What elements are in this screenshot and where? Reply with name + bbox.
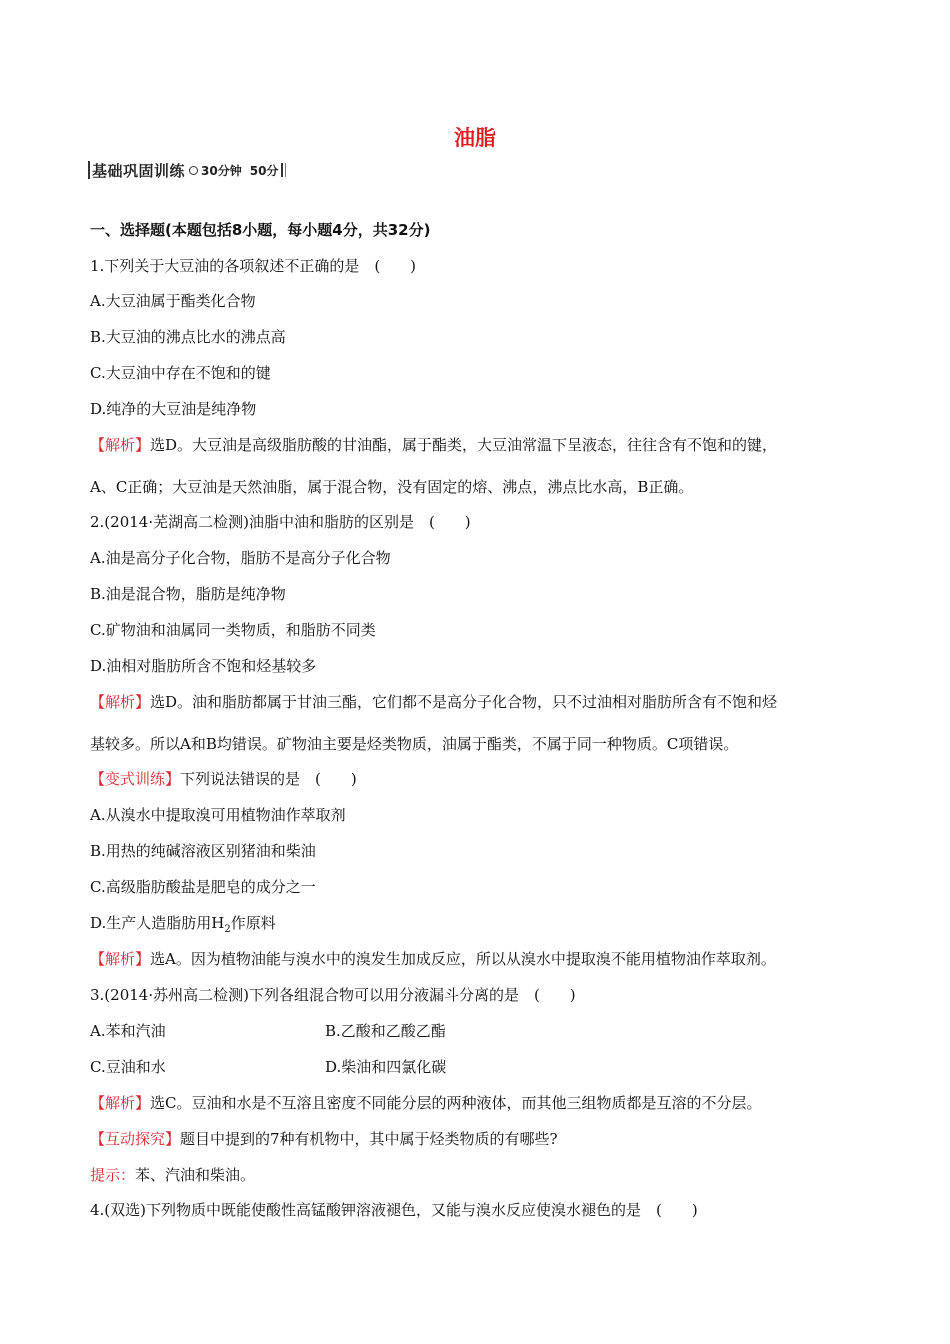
q4-stem: 4.(双选)下列物质中既能使酸性高锰酸钾溶液褪色，又能与溴水反应使溴水褪色的是 ( ) [90, 1201, 698, 1219]
q3-analysis-text: 选C。豆油和水是不互溶且密度不同能分层的两种液体，而其他三组物质都是互溶的不分层。 [150, 1094, 762, 1112]
banner-time: 30分钟 [201, 163, 242, 178]
q1-option-b: B.大豆油的沸点比水的沸点高 [90, 328, 286, 346]
q1-analysis [90, 434, 777, 456]
variant-analysis [90, 948, 776, 970]
q1-option-d: D.纯净的大豆油是纯净物 [90, 400, 257, 418]
q1-analysis-text-1: 选D。大豆油是高级脂肪酸的甘油酯，属于酯类，大豆油常温下呈液态，往往含有不饱和的键， [150, 436, 778, 454]
variant-stem [90, 768, 357, 790]
analysis-tag: 【解析】 [90, 693, 151, 711]
q3-analysis [90, 1092, 762, 1114]
hint-tag: 提示： [90, 1166, 136, 1184]
q2-option-d: D.油相对脂肪所含不饱和烃基较多 [90, 657, 317, 675]
analysis-tag: 【解析】 [90, 950, 151, 968]
variant-analysis-text: 选A。因为植物油能与溴水中的溴发生加成反应，所以从溴水中提取溴不能用植物油作萃取剂。 [150, 950, 776, 968]
q1-option-a: A.大豆油属于酯类化合物 [90, 292, 256, 310]
section-heading: 一、选择题(本题包括8小题，每小题4分，共32分) [90, 221, 431, 239]
q3-option-a: A.苯和汽油 [90, 1022, 166, 1040]
banner-end-bar-thin [285, 163, 286, 177]
q2-option-b: B.油是混合物，脂肪是纯净物 [90, 585, 286, 603]
q3-stem: 3.(2014·苏州高二检测)下列各组混合物可以用分液漏斗分离的是 ( ) [90, 986, 576, 1004]
variant-option-a: A.从溴水中提取溴可用植物油作萃取剂 [90, 806, 346, 824]
variant-stem-text: 下列说法错误的是 ( ) [180, 770, 357, 788]
q1-analysis-text-2: A、C正确；大豆油是天然油脂，属于混合物，没有固定的熔、沸点，沸点比水高，B正确。 [90, 478, 694, 496]
q3-explore [90, 1128, 558, 1150]
explore-tag: 【互动探究】 [90, 1130, 181, 1148]
q3-option-c: C.豆油和水 [90, 1058, 166, 1076]
q2-option-a: A.油是高分子化合物，脂肪不是高分子化合物 [90, 549, 391, 567]
q1-stem: 1.下列关于大豆油的各项叙述不正确的是 ( ) [90, 257, 417, 275]
q3-hint [90, 1164, 255, 1186]
q2-analysis-text-1: 选D。油和脂肪都属于甘油三酯，它们都不是高分子化合物，只不过油相对脂肪所含有不饱和烃 [150, 693, 778, 711]
clock-icon [189, 166, 198, 175]
banner-bar [88, 161, 90, 179]
q2-option-c: C.矿物油和油属同一类物质，和脂肪不同类 [90, 621, 376, 639]
q3-option-d: D.柴油和四氯化碳 [325, 1058, 447, 1076]
variant-tag: 【变式训练】 [90, 770, 181, 788]
banner-end-bar [281, 163, 283, 177]
page-title: 油脂 [454, 126, 496, 150]
variant-option-d [90, 912, 276, 941]
variant-option-d-post: 作原料 [230, 914, 276, 932]
q3-option-b: B.乙酸和乙酸乙酯 [325, 1022, 446, 1040]
variant-option-c: C.高级脂肪酸盐是肥皂的成分之一 [90, 878, 316, 896]
variant-option-b: B.用热的纯碱溶液区别猪油和柴油 [90, 842, 316, 860]
q3-hint-text: 苯、汽油和柴油。 [135, 1166, 256, 1184]
q2-stem: 2.(2014·芜湖高二检测)油脂中油和脂肪的区别是 ( ) [90, 513, 471, 531]
q1-option-c: C.大豆油中存在不饱和的键 [90, 364, 271, 382]
banner-label: 基础巩固训练 [92, 161, 186, 180]
analysis-tag: 【解析】 [90, 1094, 151, 1112]
section-banner [88, 158, 286, 182]
variant-option-d-pre: D.生产人造脂肪用H [90, 914, 225, 932]
analysis-tag: 【解析】 [90, 436, 151, 454]
q3-explore-text: 题目中提到的7种有机物中，其中属于烃类物质的有哪些? [180, 1130, 558, 1148]
q2-analysis [90, 691, 777, 713]
banner-score: 50分 [249, 163, 279, 178]
q2-analysis-text-2: 基较多。所以A和B均错误。矿物油主要是烃类物质，油属于酯类，不属于同一种物质。C项错误。 [90, 735, 739, 753]
variant-option-d-sub: 2 [224, 924, 231, 935]
